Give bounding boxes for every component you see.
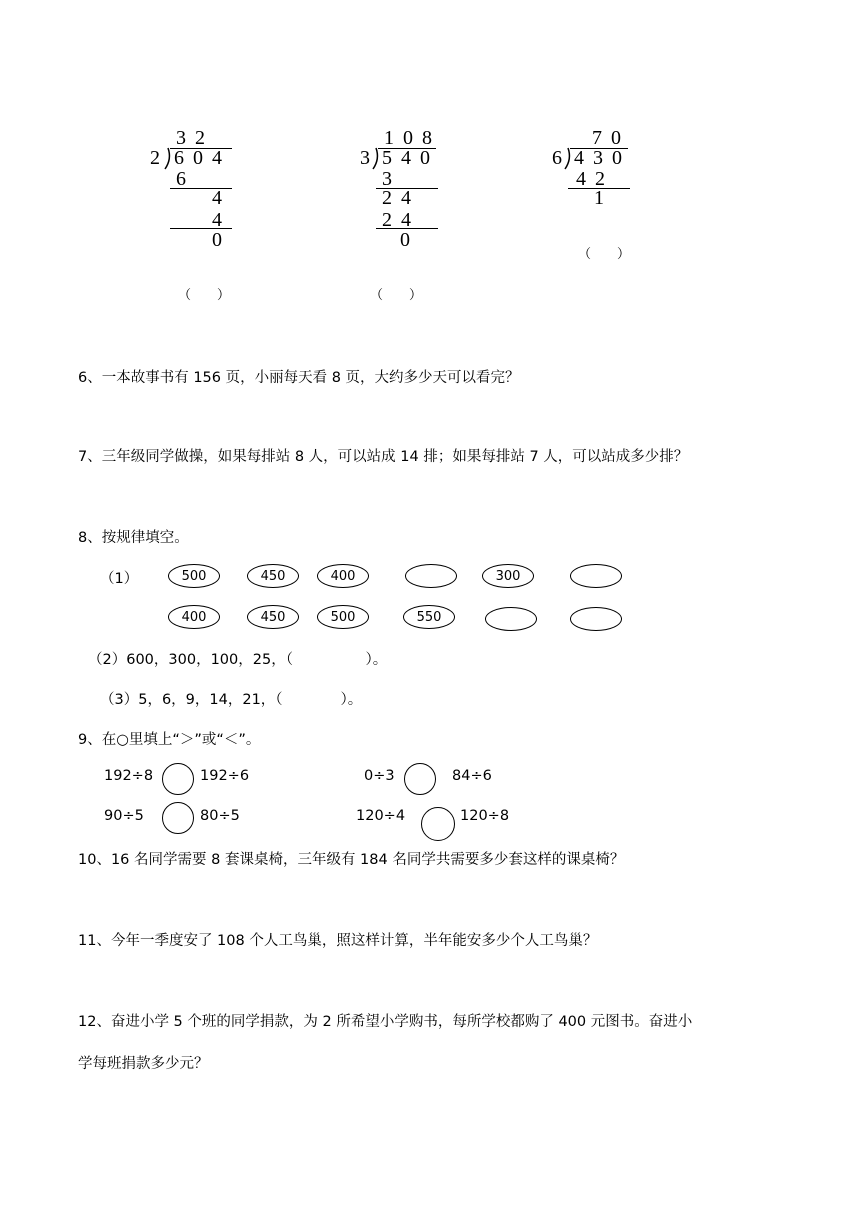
question-10: 10、16 名同学需要 8 套课桌椅，三年级有 184 名同学共需要多少套这样的课桌椅？: [78, 852, 625, 868]
division-step: 2 4: [382, 209, 413, 231]
division-step: 4 2: [576, 168, 607, 190]
compare-circle[interactable]: [421, 807, 455, 841]
answer-blank-1[interactable]: （ ）: [178, 288, 231, 303]
division-step: 3: [382, 168, 394, 190]
division-step: 6: [176, 168, 188, 190]
compare-circle[interactable]: [162, 802, 194, 834]
division-divisor: 2: [150, 147, 162, 169]
compare-right: 120÷8: [460, 808, 510, 824]
sequence-oval-blank[interactable]: [570, 607, 622, 631]
sequence-oval-blank[interactable]: [405, 564, 457, 588]
compare-circle[interactable]: [404, 763, 436, 795]
division-bracket: [564, 148, 574, 170]
division-bracket: [164, 148, 174, 170]
sequence-oval: 300: [482, 564, 534, 588]
division-step: 0: [400, 229, 412, 251]
answer-blank-3[interactable]: （ ）: [578, 247, 631, 262]
division-quotient: 3 2: [176, 127, 207, 149]
question-8-part1-label: （1）: [100, 571, 139, 587]
division-step: 2 4: [382, 187, 413, 209]
sequence-oval: 550: [403, 605, 455, 629]
compare-left: 120÷4: [356, 808, 406, 824]
sequence-oval-blank[interactable]: [570, 564, 622, 588]
compare-left: 0÷3: [364, 768, 395, 784]
division-step: 4: [212, 209, 224, 231]
question-8-part2: （2）600，300，100，25，（ ）。: [88, 652, 388, 668]
division-step: 4: [212, 187, 224, 209]
sequence-oval: 450: [247, 564, 299, 588]
sequence-oval: 400: [168, 605, 220, 629]
sequence-oval: 500: [168, 564, 220, 588]
compare-left: 90÷5: [104, 808, 144, 824]
question-7: 7、三年级同学做操，如果每排站 8 人，可以站成 14 排；如果每排站 7 人，可以站成多少排？: [78, 449, 689, 465]
division-divisor: 6: [552, 147, 564, 169]
division-bracket: [372, 148, 382, 170]
sequence-oval: 500: [317, 605, 369, 629]
division-dividend: 4 3 0: [574, 147, 624, 169]
compare-circle[interactable]: [162, 763, 194, 795]
answer-blank-2[interactable]: （ ）: [370, 288, 423, 303]
question-9-title: 9、在○里填上“＞”或“＜”。: [78, 732, 261, 748]
compare-right: 80÷5: [200, 808, 240, 824]
sequence-oval-blank[interactable]: [485, 607, 537, 631]
division-quotient: 7 0: [592, 127, 623, 149]
question-8-title: 8、按规律填空。: [78, 530, 189, 546]
compare-right: 192÷6: [200, 768, 250, 784]
compare-right: 84÷6: [452, 768, 492, 784]
question-12-line1: 12、奋进小学 5 个班的同学捐款，为 2 所希望小学购书，每所学校都购了 400 元图书。奋进小: [78, 1014, 693, 1030]
compare-left: 192÷8: [104, 768, 154, 784]
division-dividend: 6 0 4: [174, 147, 224, 169]
division-quotient: 1 0 8: [384, 127, 434, 149]
question-8-part3: （3）5，6，9，14，21，（ ）。: [100, 692, 363, 708]
division-divisor: 3: [360, 147, 372, 169]
sequence-oval: 450: [247, 605, 299, 629]
question-12-line2: 学每班捐款多少元？: [78, 1056, 209, 1072]
division-step: 0: [212, 229, 224, 251]
division-step: 1: [594, 187, 606, 209]
question-6: 6、一本故事书有 156 页，小丽每天看 8 页，大约多少天可以看完？: [78, 370, 520, 386]
question-11: 11、今年一季度安了 108 个人工鸟巢，照这样计算，半年能安多少个人工鸟巢？: [78, 933, 598, 949]
division-dividend: 5 4 0: [382, 147, 432, 169]
sequence-oval: 400: [317, 564, 369, 588]
